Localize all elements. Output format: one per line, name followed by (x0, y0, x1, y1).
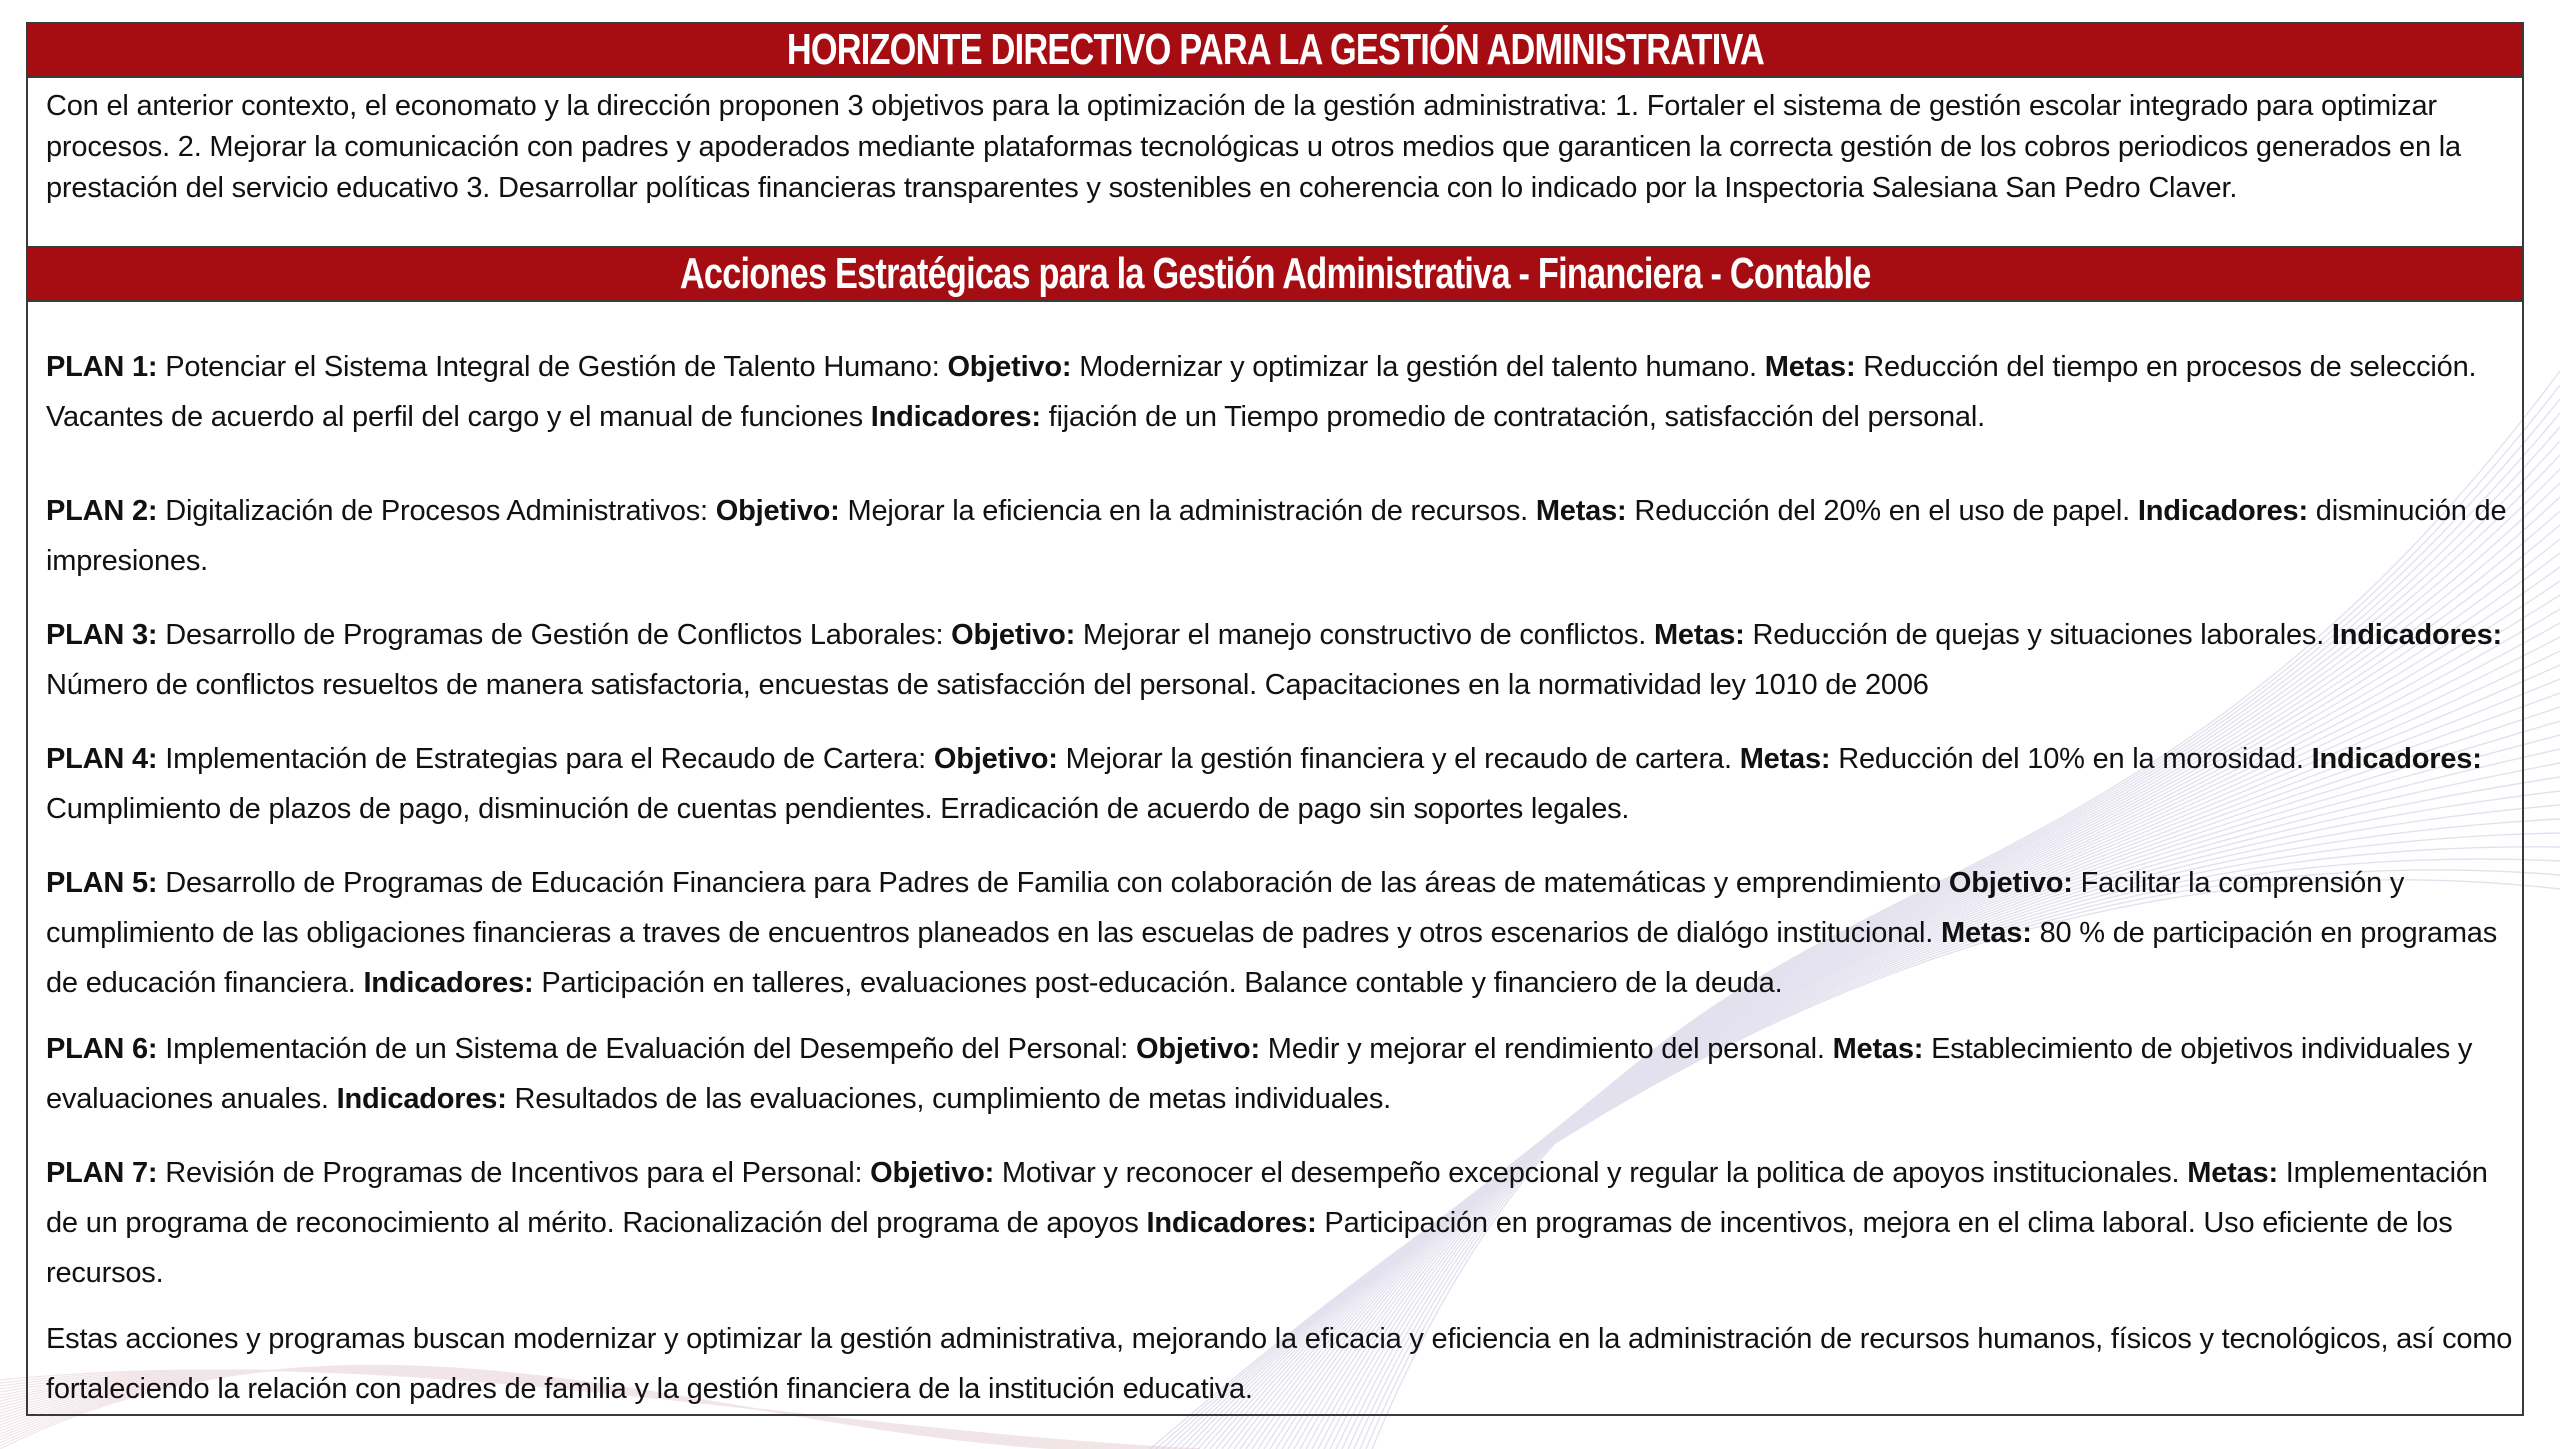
plan-metas: Reducción del tiempo en procesos de selección. Vacantes de acuerdo al perfil del cargo y el manual de funciones (46, 351, 2477, 433)
plan-indicadores: Resultados de las evaluaciones, cumplimiento de metas individuales. (514, 1083, 1391, 1115)
indicadores-label: Indicadores: (363, 967, 534, 999)
plan-objetivo: Motivar y reconocer el desempeño excepcional y regular la politica de apoyos institucionales. (1001, 1157, 2180, 1189)
subtitle: Acciones Estratégicas para la Gestión Administrativa - Financiera - Contable (679, 249, 1871, 298)
plan-label: PLAN 5: (46, 867, 158, 899)
plan-name: Digitalización de Procesos Administrativos: (165, 495, 708, 527)
plan-2 (46, 486, 2516, 586)
plan-6 (46, 1024, 2516, 1124)
main-title-banner (28, 24, 2522, 78)
plan-5 (46, 858, 2516, 1008)
objetivo-label: Objetivo: (1136, 1033, 1260, 1065)
plan-name: Implementación de un Sistema de Evaluación del Desempeño del Personal: (165, 1033, 1129, 1065)
plan-metas: 80 % de participación en programas de educación financiera. (46, 917, 2498, 999)
plan-metas: Implementación de un programa de reconocimiento al mérito. Racionalización del programa de apoyos (46, 1157, 2488, 1239)
plan-label: PLAN 7: (46, 1157, 158, 1189)
objetivo-label: Objetivo: (933, 743, 1058, 775)
metas-label: Metas: (1653, 619, 1745, 651)
plan-name: Revisión de Programas de Incentivos para el Personal: (165, 1157, 863, 1189)
plan-indicadores: Cumplimiento de plazos de pago, disminución de cuentas pendientes. Erradicación de acuerdo de pago sin soportes legales. (46, 793, 1630, 825)
plan-name: Desarrollo de Programas de Gestión de Conflictos Laborales: (165, 619, 944, 651)
plan-indicadores: Participación en talleres, evaluaciones post-educación. Balance contable y financiero de la deuda. (541, 967, 1783, 999)
plan-metas: Establecimiento de objetivos individuales y evaluaciones anuales. (46, 1033, 2473, 1115)
plan-label: PLAN 6: (46, 1033, 158, 1065)
plan-indicadores: Participación en programas de incentivos, mejora en el clima laboral. Uso eficiente de los recursos. (46, 1207, 2453, 1289)
metas-label: Metas: (1832, 1033, 1924, 1065)
plan-metas: Reducción de quejas y situaciones laborales. (1752, 619, 2325, 651)
closing-paragraph: Estas acciones y programas buscan modernizar y optimizar la gestión administrativa, mejorando la eficacia y eficiencia en la administración de recursos humanos, físicos y tecnológicos, así como fortaleciendo la relación con padres de familia y la gestión financiera de la institución educativa. (46, 1323, 2513, 1405)
plan-objetivo: Medir y mejorar el rendimiento del personal. (1267, 1033, 1825, 1065)
plan-1 (46, 342, 2516, 442)
plan-metas: Reducción del 10% en la morosidad. (1838, 743, 2304, 775)
plan-label: PLAN 1: (46, 351, 158, 383)
plan-label: PLAN 4: (46, 743, 158, 775)
metas-label: Metas: (1739, 743, 1831, 775)
plan-label: PLAN 3: (46, 619, 158, 651)
subtitle-banner (28, 246, 2522, 302)
objetivo-label: Objetivo: (947, 351, 1072, 383)
indicadores-label: Indicadores: (336, 1083, 507, 1115)
plan-name: Implementación de Estrategias para el Recaudo de Cartera: (165, 743, 927, 775)
plan-indicadores: disminución de impresiones. (46, 495, 2507, 577)
plan-name: Potenciar el Sistema Integral de Gestión de Talento Humano: (165, 351, 940, 383)
objetivo-label: Objetivo: (951, 619, 1076, 651)
objetivo-label: Objetivo: (870, 1157, 995, 1189)
plan-label: PLAN 2: (46, 495, 158, 527)
indicadores-label: Indicadores: (870, 401, 1041, 433)
indicadores-label: Indicadores: (2331, 619, 2502, 651)
metas-label: Metas: (1764, 351, 1856, 383)
plan-indicadores: fijación de un Tiempo promedio de contratación, satisfacción del personal. (1048, 401, 1985, 433)
plan-indicadores: Número de conflictos resueltos de manera satisfactoria, encuestas de satisfacción del personal. Capacitaciones en la normatividad ley 1010 de 2006 (46, 669, 1929, 701)
plan-objetivo: Facilitar la comprensión y cumplimiento de las obligaciones financieras a traves de encuentros planeados en las escuelas de padres y otros escenarios de dialógo institucional. (46, 867, 2405, 949)
metas-label: Metas: (2187, 1157, 2278, 1189)
plan-objetivo: Mejorar la eficiencia en la administración de recursos. (847, 495, 1528, 527)
metas-label: Metas: (1535, 495, 1627, 527)
plan-4 (46, 734, 2516, 834)
objetivo-label: Objetivo: (1948, 867, 2073, 899)
indicadores-label: Indicadores: (2311, 743, 2482, 775)
main-title: HORIZONTE DIRECTIVO PARA LA GESTIÓN ADMINISTRATIVA (786, 25, 1764, 74)
indicadores-label: Indicadores: (1146, 1207, 1317, 1239)
plan-3 (46, 610, 2516, 710)
plan-objetivo: Modernizar y optimizar la gestión del talento humano. (1079, 351, 1757, 383)
metas-label: Metas: (1941, 917, 2032, 949)
plan-metas: Reducción del 20% en el uso de papel. (1634, 495, 2131, 527)
indicadores-label: Indicadores: (2137, 495, 2308, 527)
plan-objetivo: Mejorar el manejo constructivo de conflictos. (1082, 619, 1647, 651)
objetivo-label: Objetivo: (715, 495, 840, 527)
plan-7 (46, 1148, 2516, 1298)
document-frame (26, 22, 2524, 1416)
plan-name: Desarrollo de Programas de Educación Financiera para Padres de Familia con colaboración de las áreas de matemáticas y emprendimiento (165, 867, 1941, 899)
plan-objetivo: Mejorar la gestión financiera y el recaudo de cartera. (1065, 743, 1732, 775)
context-paragraph: Con el anterior contexto, el economato y la dirección proponen 3 objetivos para la optimización de la gestión administrativa: 1. Fortaler el sistema de gestión escolar integrado para optimizar procesos. 2. Mejorar la comunicación con padres y apoderados mediante plataformas tecnológicas u otros medios que garanticen la correcta gestión de los cobros periodicos generados en la prestación del servicio educativo 3. Desarrollar políticas financieras transparentes y sostenibles en coherencia con lo indicado por la Inspectoria Salesiana San Pedro Claver. (46, 90, 2461, 204)
